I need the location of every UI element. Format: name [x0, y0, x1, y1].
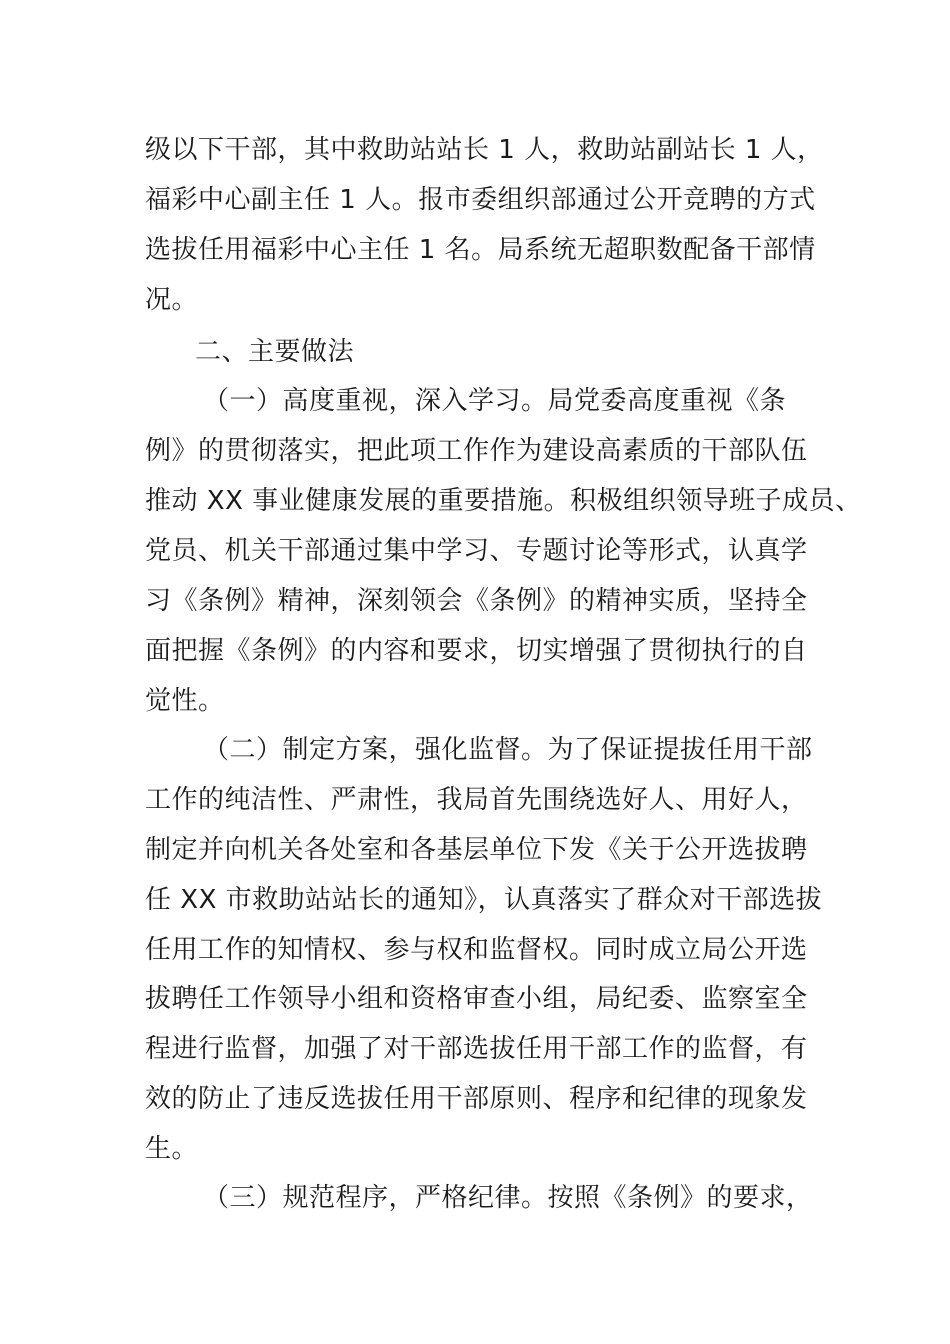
paragraph-line: 推动 XX 事业健康发展的重要措施。积极组织领导班子成员、: [145, 486, 862, 516]
paragraph-line: 况。: [145, 285, 199, 315]
paragraph-line: 党员、机关干部通过集中学习、专题讨论等形式，认真学: [145, 536, 808, 566]
paragraph-line: 觉性。: [145, 686, 225, 716]
paragraph-line: 例》的贯彻落实，把此项工作作为建设高素质的干部队伍: [145, 436, 808, 466]
paragraph-line: 生。: [145, 1134, 199, 1164]
paragraph-line: 习《条例》精神，深刻领会《条例》的精神实质，坚持全: [145, 586, 808, 616]
paragraph-line: 任用工作的知情权、参与权和监督权。同时成立局公开选: [145, 935, 808, 965]
paragraph-line: 面把握《条例》的内容和要求，切实增强了贯彻执行的自: [145, 636, 808, 666]
paragraph-line: 拔聘任工作领导小组和资格审查小组，局纪委、监察室全: [145, 984, 808, 1014]
paragraph-line: 级以下干部，其中救助站站长 1 人，救助站副站长 1 人，: [145, 135, 824, 165]
paragraph-line: （二）制定方案，强化监督。为了保证提拔任用干部: [203, 735, 813, 765]
paragraph-line: 选拔任用福彩中心主任 1 名。局系统无超职数配备干部情: [145, 235, 816, 265]
section-heading: 二、主要做法: [195, 337, 355, 367]
paragraph-line: 福彩中心副主任 1 人。报市委组织部通过公开竞聘的方式: [145, 185, 816, 215]
paragraph-line: 程进行监督，加强了对干部选拔任用干部工作的监督，有: [145, 1034, 808, 1064]
paragraph-line: 工作的纯洁性、严肃性，我局首先围绕选好人、用好人，: [145, 785, 808, 815]
paragraph-line: （三）规范程序，严格纪律。按照《条例》的要求，: [203, 1183, 813, 1213]
paragraph-line: 制定并向机关各处室和各基层单位下发《关于公开选拔聘: [145, 835, 808, 865]
paragraph-line: （一）高度重视，深入学习。局党委高度重视《条: [203, 386, 787, 416]
paragraph-line: 任 XX 市救助站站长的通知》，认真落实了群众对干部选拔: [145, 885, 823, 915]
paragraph-line: 效的防止了违反选拔任用干部原则、程序和纪律的现象发: [145, 1084, 808, 1114]
